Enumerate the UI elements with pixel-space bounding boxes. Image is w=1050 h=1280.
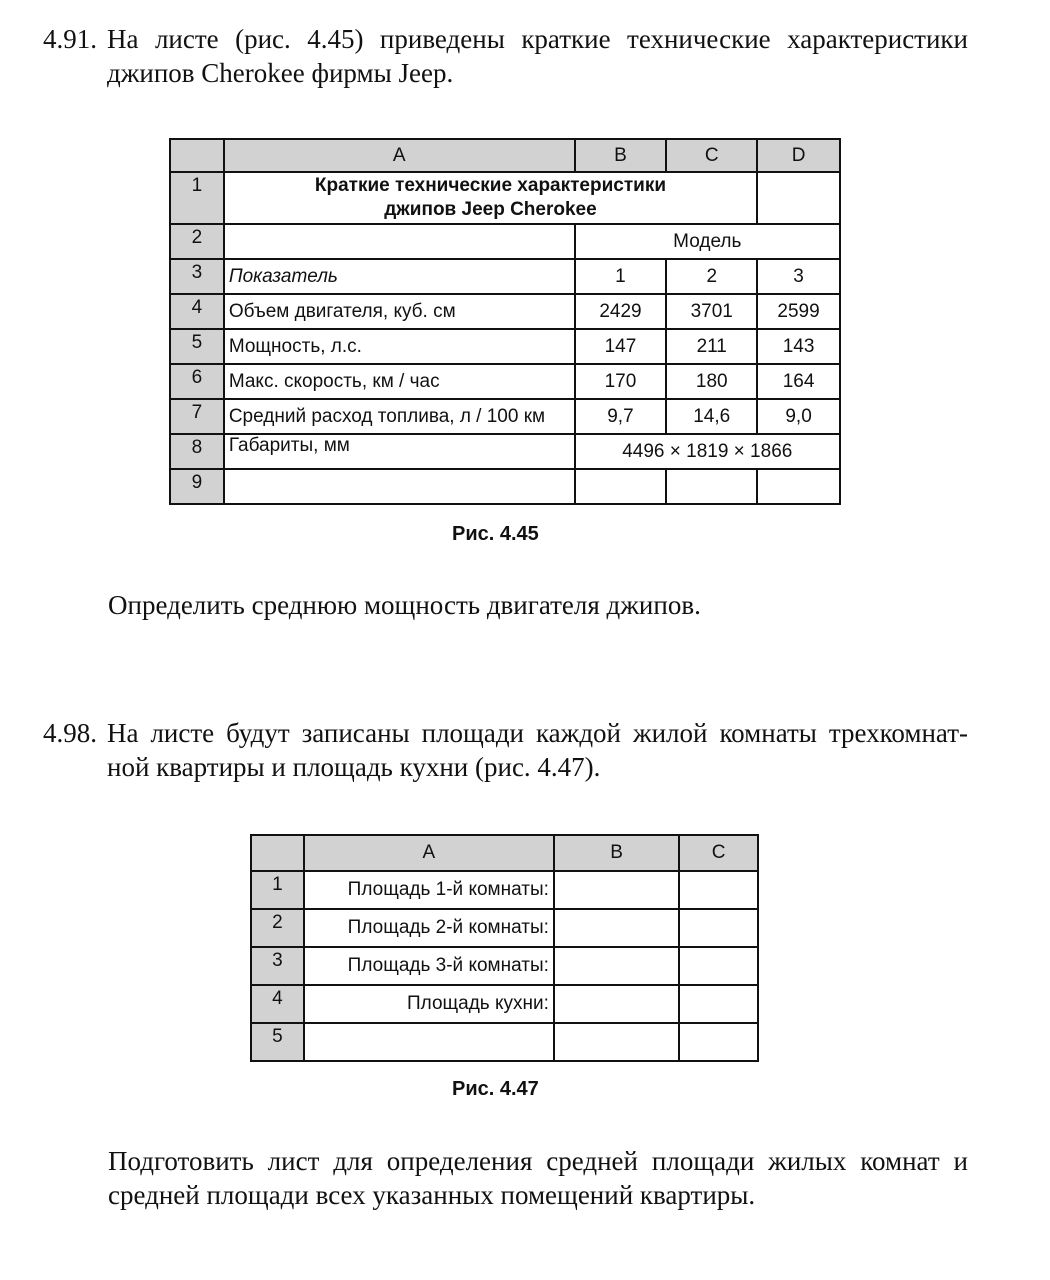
problem-498	[43, 716, 968, 784]
data-cell: 170	[575, 364, 667, 399]
column-header-b: B	[575, 139, 667, 172]
data-cell: 211	[666, 329, 757, 364]
data-cell: 2429	[575, 294, 667, 329]
empty-cell	[679, 909, 758, 947]
indicator-header: Показатель	[224, 259, 575, 294]
problem-text-line-2: джипов Cherokee фирмы Jeep.	[107, 58, 454, 88]
row-header: 2	[170, 224, 224, 259]
question-line-2: средней площади всех указанных помещений квартиры.	[108, 1180, 756, 1210]
row-header: 9	[170, 469, 224, 504]
empty-cell	[666, 469, 757, 504]
row-header: 6	[170, 364, 224, 399]
problem-text-line-2: ной квартиры и площадь кухни (рис. 4.47).	[107, 752, 601, 782]
row-header: 4	[251, 985, 304, 1023]
table-title-line-1: Краткие технические характеристики	[314, 175, 667, 196]
data-cell: 180	[666, 364, 757, 399]
column-header-d: D	[757, 139, 840, 172]
row-label: Средний расход топлива, л / 100 км	[224, 399, 575, 434]
question-line-1: Подготовить лист для определения средней площади жилых комнат и	[108, 1146, 968, 1176]
row-label: Площадь 1-й комнаты:	[304, 871, 554, 909]
empty-cell	[554, 1023, 679, 1061]
row-label: Макс. скорость, км / час	[224, 364, 575, 399]
problem-number: 4.98.	[43, 718, 97, 748]
data-cell: 9,7	[575, 399, 667, 434]
problem-text-line-1: На листе будут записаны площади каждой жилой комнаты трехкомнат-	[107, 718, 968, 748]
table-row	[170, 329, 840, 364]
row-header: 2	[251, 909, 304, 947]
problem-498-question	[108, 1144, 968, 1212]
data-cell: 3701	[666, 294, 757, 329]
column-header-row	[170, 139, 840, 172]
figure-caption: Рис. 4.45	[452, 523, 539, 545]
table-row	[251, 871, 758, 909]
empty-cell	[224, 469, 575, 504]
column-header-c: C	[666, 139, 757, 172]
spreadsheet-fig-4-45	[169, 138, 841, 505]
table-title	[224, 172, 757, 224]
table-row	[170, 399, 840, 434]
problem-text-line-1: На листе (рис. 4.45) приведены краткие технические характеристики	[107, 24, 968, 54]
empty-cell	[679, 985, 758, 1023]
model-header: Модель	[575, 224, 840, 259]
figure-caption: Рис. 4.47	[452, 1078, 539, 1100]
table-row	[251, 985, 758, 1023]
table-title-line-2: джипов Jeep Cherokee	[384, 199, 597, 220]
model-number: 3	[757, 259, 840, 294]
empty-cell	[554, 947, 679, 985]
row-header: 3	[170, 259, 224, 294]
row-label	[304, 1023, 554, 1061]
model-number: 1	[575, 259, 667, 294]
row-label: Площадь кухни:	[304, 985, 554, 1023]
column-header-c: C	[679, 835, 758, 871]
empty-cell	[679, 1023, 758, 1061]
empty-cell	[575, 469, 667, 504]
row-header: 1	[251, 871, 304, 909]
column-header-b: B	[554, 835, 679, 871]
row-header: 5	[170, 329, 224, 364]
row-label: Мощность, л.с.	[224, 329, 575, 364]
empty-cell	[679, 947, 758, 985]
table-row	[170, 434, 840, 469]
cell-d1	[757, 172, 840, 224]
row-label: Габариты, мм	[224, 434, 575, 469]
table-row	[170, 294, 840, 329]
problem-491	[43, 22, 968, 90]
table-row	[170, 172, 840, 224]
row-label: Объем двигателя, куб. см	[224, 294, 575, 329]
row-label: Площадь 3-й комнаты:	[304, 947, 554, 985]
cell-a2	[224, 224, 575, 259]
column-header-a: A	[224, 139, 575, 172]
spreadsheet-fig-4-47	[250, 834, 759, 1062]
row-header: 5	[251, 1023, 304, 1061]
row-label: Площадь 2-й комнаты:	[304, 909, 554, 947]
empty-cell	[554, 985, 679, 1023]
table-row	[251, 1023, 758, 1061]
data-cell: 14,6	[666, 399, 757, 434]
table-row	[251, 947, 758, 985]
table-row	[170, 469, 840, 504]
row-header: 7	[170, 399, 224, 434]
empty-cell	[554, 909, 679, 947]
corner-cell	[251, 835, 304, 871]
data-cell: 147	[575, 329, 667, 364]
data-cell: 143	[757, 329, 840, 364]
data-cell: 9,0	[757, 399, 840, 434]
problem-number: 4.91.	[43, 24, 97, 54]
table-row	[251, 909, 758, 947]
row-header: 8	[170, 434, 224, 469]
table-row	[170, 224, 840, 259]
empty-cell	[554, 871, 679, 909]
empty-cell	[757, 469, 840, 504]
table-row	[170, 364, 840, 399]
model-number: 2	[666, 259, 757, 294]
dimensions-cell: 4496 × 1819 × 1866	[575, 434, 840, 469]
corner-cell	[170, 139, 224, 172]
data-cell: 2599	[757, 294, 840, 329]
data-cell: 164	[757, 364, 840, 399]
row-header: 1	[170, 172, 224, 224]
row-header: 4	[170, 294, 224, 329]
column-header-row	[251, 835, 758, 871]
table-row	[170, 259, 840, 294]
empty-cell	[679, 871, 758, 909]
problem-491-question: Определить среднюю мощность двигателя джипов.	[108, 590, 701, 620]
row-header: 3	[251, 947, 304, 985]
column-header-a: A	[304, 835, 554, 871]
